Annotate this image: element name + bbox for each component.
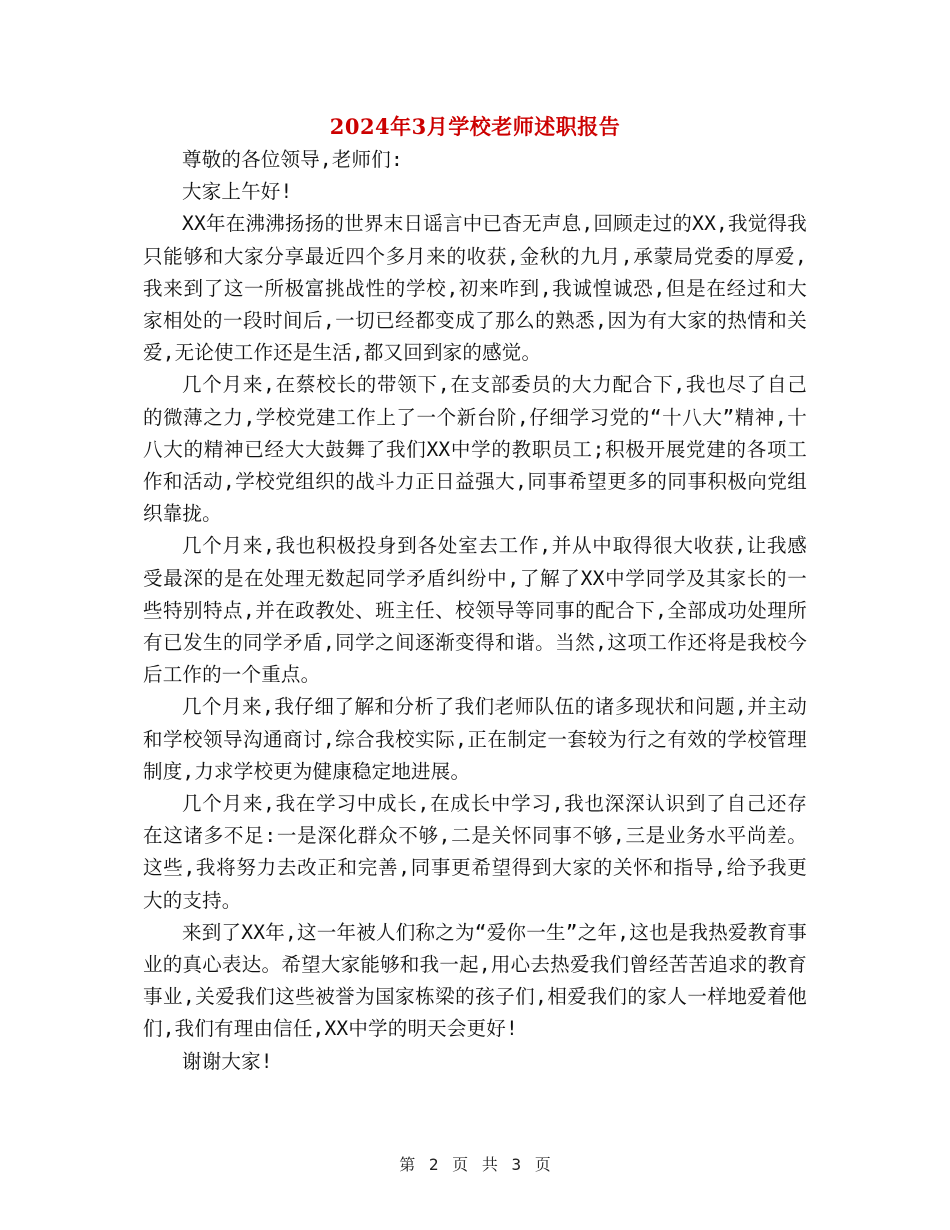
paragraph-party-work: 几个月来,在蔡校长的带领下,在支部委员的大力配合下,我也尽了自己的微薄之力,学校党建工作上了一个新台阶,仔细学习党的“十八大”精神,十八大的精神已经大大鼓舞了我们XX中学的教职员工;积极开展党建的各项工作和活动,学校党组织的战斗力正日益强大,同事希望更多的同事积极向党组织靠拢。 (143, 373, 807, 526)
paragraph-greeting: 大家上午好! (182, 180, 293, 204)
paragraph-outlook: 来到了XX年,这一年被人们称之为“爱你一生”之年,这也是我热爱教育事业的真心表达。希望大家能够和我一起,用心去热爱我们曾经苦苦追求的教育事业,关爱我们这些被誉为国家栋梁的孩子们,相爱我们的家人一样地爱着他们,我们有理由信任,XX中学的明天会更好! (143, 920, 807, 1041)
paragraph-teacher-team: 几个月来,我仔细了解和分析了我们老师队伍的诸多现状和问题,并主动和学校领导沟通商讨,综合我校实际,正在制定一套较为行之有效的学校管理制度,力求学校更为健康稳定地进展。 (143, 695, 807, 783)
paragraph-closing: 谢谢大家! (182, 1049, 273, 1073)
paragraph-salutation: 尊敬的各位领导,老师们: (182, 148, 403, 171)
paragraph-intro: XX年在沸沸扬扬的世界末日谣言中已杳无声息,回顾走过的XX,我觉得我只能够和大家分享最近四个多月来的收获,金秋的九月,承蒙局党委的厚爱,我来到了这一所极富挑战性的学校,初来咋到,我诚惶诚恐,但是在经过和大家相处的一段时间后,一切已经都变成了那么的熟悉,因为有大家的热情和关爱,无论使工作还是生活,都又回到家的感觉。 (143, 212, 807, 365)
document-title: 2024年3月学校老师述职报告 (329, 114, 621, 139)
paragraph-shortcomings: 几个月来,我在学习中成长,在成长中学习,我也深深认识到了自己还存在这诸多不足:一是深化群众不够,二是关怀同事不够,三是业务水平尚差。这些,我将努力去改正和完善,同事更希望得到大家的关怀和指导,给予我更大的支持。 (143, 792, 807, 912)
paragraph-office-work: 几个月来,我也积极投身到各处室去工作,并从中取得很大收获,让我感受最深的是在处理无数起同学矛盾纠纷中,了解了XX中学同学及其家长的一些特别特点,并在政教处、班主任、校领导等同事的配合下,全部成功处理所有已发生的同学矛盾,同学之间逐渐变得和谐。当然,这项工作还将是我校今后工作的一个重点。 (143, 534, 807, 687)
document-body (143, 144, 807, 1078)
page-number-footer: 第 2 页 共 3 页 (399, 1155, 551, 1174)
